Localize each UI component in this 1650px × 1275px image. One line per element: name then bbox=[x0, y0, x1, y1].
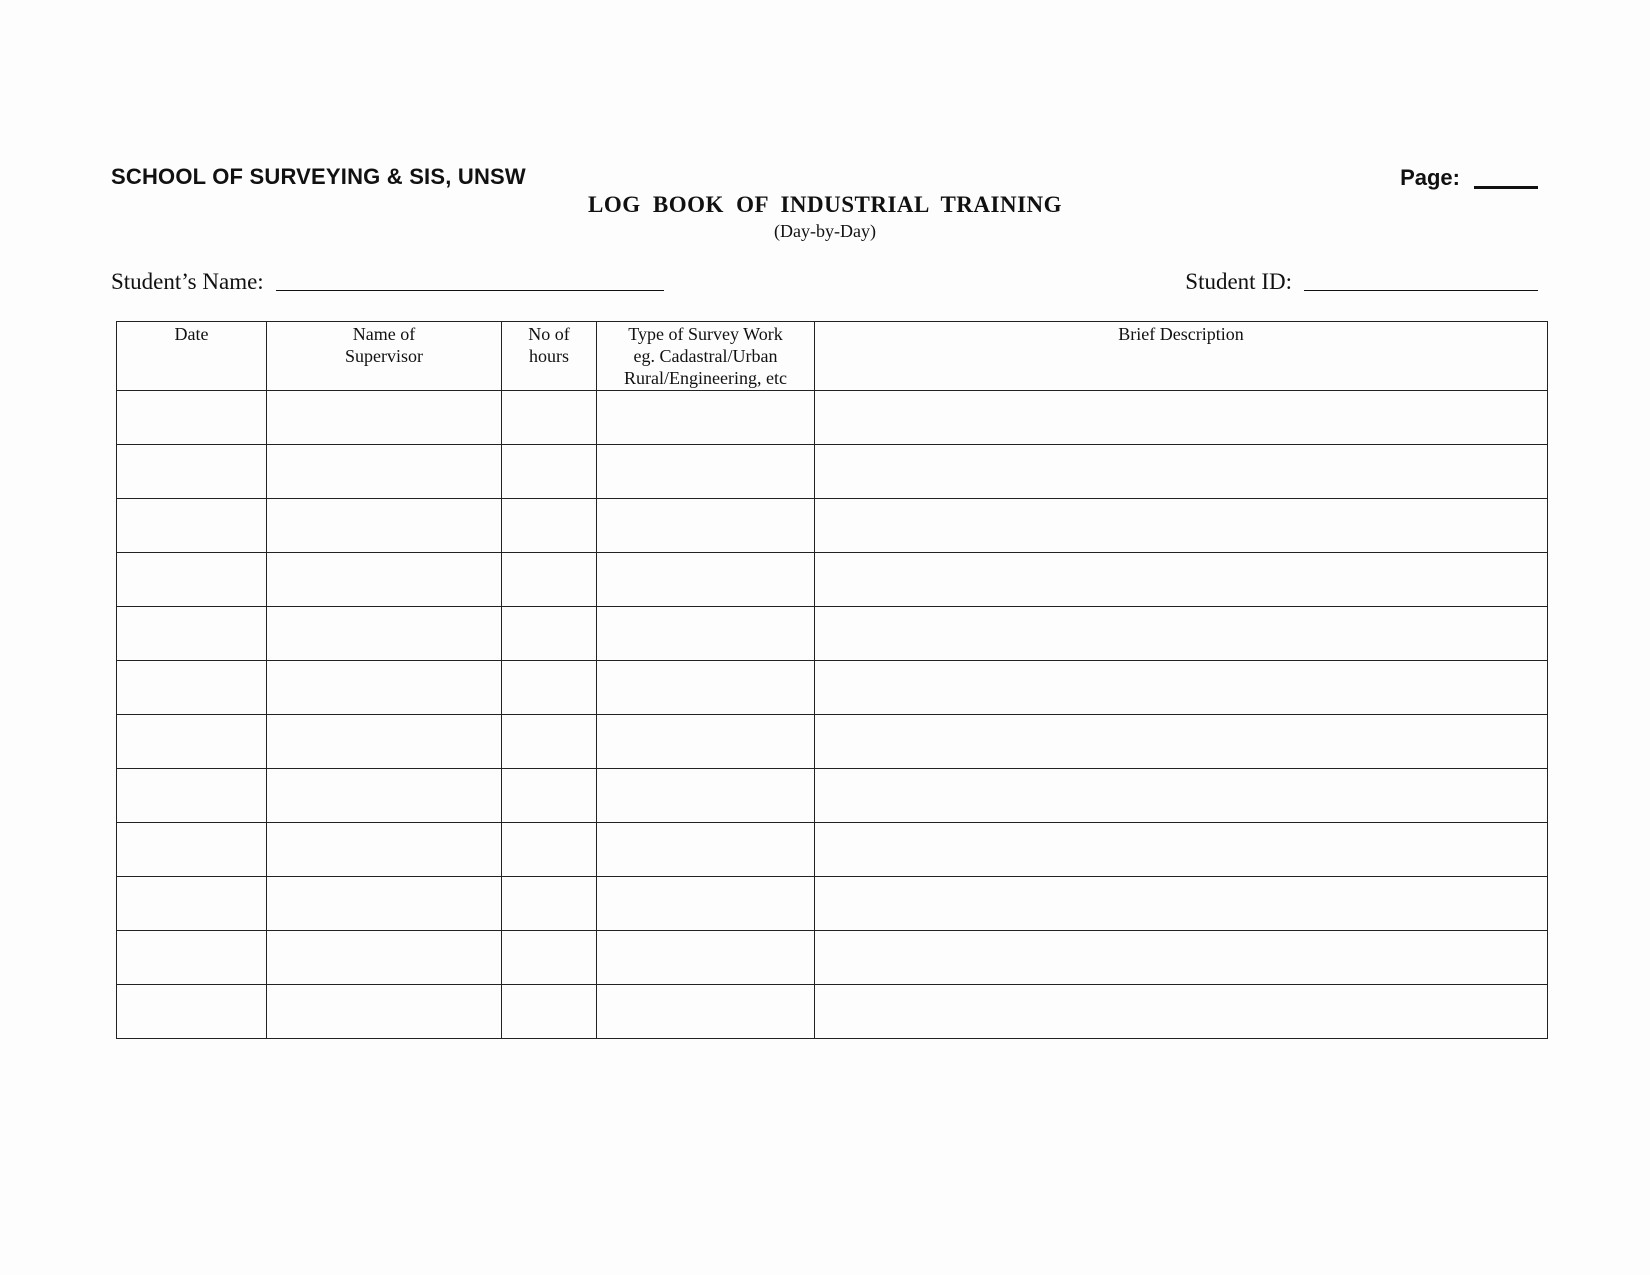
date-cell[interactable] bbox=[117, 985, 267, 1039]
table-row bbox=[117, 877, 1548, 931]
date-cell[interactable] bbox=[117, 823, 267, 877]
student-name-label: Student’s Name: bbox=[111, 269, 264, 294]
table-row bbox=[117, 985, 1548, 1039]
description-cell[interactable] bbox=[815, 445, 1548, 499]
supervisor-cell[interactable] bbox=[267, 553, 502, 607]
table-row bbox=[117, 499, 1548, 553]
hours-cell[interactable] bbox=[502, 877, 597, 931]
hours-cell[interactable] bbox=[502, 661, 597, 715]
survey-type-cell[interactable] bbox=[597, 607, 815, 661]
log-table bbox=[116, 321, 1548, 1039]
description-cell[interactable] bbox=[815, 985, 1548, 1039]
table-row bbox=[117, 391, 1548, 445]
description-cell[interactable] bbox=[815, 391, 1548, 445]
supervisor-cell[interactable] bbox=[267, 607, 502, 661]
hours-cell[interactable] bbox=[502, 391, 597, 445]
document-subtitle: (Day-by-Day) bbox=[774, 221, 876, 241]
date-cell[interactable] bbox=[117, 445, 267, 499]
log-table-body bbox=[117, 391, 1548, 1039]
supervisor-cell[interactable] bbox=[267, 391, 502, 445]
description-cell[interactable] bbox=[815, 661, 1548, 715]
supervisor-cell[interactable] bbox=[267, 445, 502, 499]
survey-type-cell[interactable] bbox=[597, 445, 815, 499]
hours-cell[interactable] bbox=[502, 985, 597, 1039]
supervisor-cell[interactable] bbox=[267, 661, 502, 715]
date-cell[interactable] bbox=[117, 661, 267, 715]
date-cell[interactable] bbox=[117, 499, 267, 553]
survey-type-cell[interactable] bbox=[597, 769, 815, 823]
survey-type-cell[interactable] bbox=[597, 931, 815, 985]
description-cell[interactable] bbox=[815, 553, 1548, 607]
supervisor-cell[interactable] bbox=[267, 769, 502, 823]
supervisor-cell[interactable] bbox=[267, 931, 502, 985]
table-row bbox=[117, 715, 1548, 769]
table-row bbox=[117, 445, 1548, 499]
date-cell[interactable] bbox=[117, 607, 267, 661]
school-name: SCHOOL OF SURVEYING & SIS, UNSW bbox=[111, 164, 526, 189]
page-label: Page: bbox=[1400, 165, 1460, 190]
description-cell[interactable] bbox=[815, 931, 1548, 985]
survey-type-cell[interactable] bbox=[597, 553, 815, 607]
survey-type-cell[interactable] bbox=[597, 715, 815, 769]
student-name-blank[interactable] bbox=[276, 268, 664, 291]
description-cell[interactable] bbox=[815, 715, 1548, 769]
date-cell[interactable] bbox=[117, 877, 267, 931]
hours-cell[interactable] bbox=[502, 769, 597, 823]
survey-type-cell[interactable] bbox=[597, 823, 815, 877]
column-header-hours: No of hours bbox=[502, 322, 597, 391]
survey-type-cell[interactable] bbox=[597, 877, 815, 931]
table-row bbox=[117, 607, 1548, 661]
description-cell[interactable] bbox=[815, 769, 1548, 823]
description-cell[interactable] bbox=[815, 499, 1548, 553]
date-cell[interactable] bbox=[117, 715, 267, 769]
column-header-supervisor: Name of Supervisor bbox=[267, 322, 502, 391]
hours-cell[interactable] bbox=[502, 607, 597, 661]
column-header-date: Date bbox=[117, 322, 267, 391]
supervisor-cell[interactable] bbox=[267, 823, 502, 877]
date-cell[interactable] bbox=[117, 553, 267, 607]
student-id-blank[interactable] bbox=[1304, 268, 1538, 291]
student-name-field bbox=[111, 268, 664, 295]
date-cell[interactable] bbox=[117, 391, 267, 445]
survey-type-cell[interactable] bbox=[597, 661, 815, 715]
hours-cell[interactable] bbox=[502, 445, 597, 499]
hours-cell[interactable] bbox=[502, 931, 597, 985]
table-row bbox=[117, 769, 1548, 823]
hours-cell[interactable] bbox=[502, 823, 597, 877]
survey-type-cell[interactable] bbox=[597, 391, 815, 445]
column-header-description: Brief Description bbox=[815, 322, 1548, 391]
date-cell[interactable] bbox=[117, 931, 267, 985]
table-row bbox=[117, 553, 1548, 607]
supervisor-cell[interactable] bbox=[267, 985, 502, 1039]
supervisor-cell[interactable] bbox=[267, 715, 502, 769]
hours-cell[interactable] bbox=[502, 715, 597, 769]
document-title: LOG BOOK OF INDUSTRIAL TRAINING bbox=[587, 192, 1063, 217]
survey-type-cell[interactable] bbox=[597, 499, 815, 553]
description-cell[interactable] bbox=[815, 823, 1548, 877]
page-number-field bbox=[1400, 164, 1538, 191]
student-id-field bbox=[1185, 268, 1538, 295]
description-cell[interactable] bbox=[815, 877, 1548, 931]
table-header-row bbox=[117, 322, 1548, 391]
supervisor-cell[interactable] bbox=[267, 877, 502, 931]
description-cell[interactable] bbox=[815, 607, 1548, 661]
supervisor-cell[interactable] bbox=[267, 499, 502, 553]
table-row bbox=[117, 661, 1548, 715]
table-row bbox=[117, 931, 1548, 985]
column-header-survey-type: Type of Survey Work eg. Cadastral/Urban Rural/Engineering, etc bbox=[597, 322, 815, 391]
table-row bbox=[117, 823, 1548, 877]
survey-type-cell[interactable] bbox=[597, 985, 815, 1039]
date-cell[interactable] bbox=[117, 769, 267, 823]
page-number-blank[interactable] bbox=[1474, 164, 1538, 189]
hours-cell[interactable] bbox=[502, 553, 597, 607]
hours-cell[interactable] bbox=[502, 499, 597, 553]
student-id-label: Student ID: bbox=[1185, 269, 1292, 294]
